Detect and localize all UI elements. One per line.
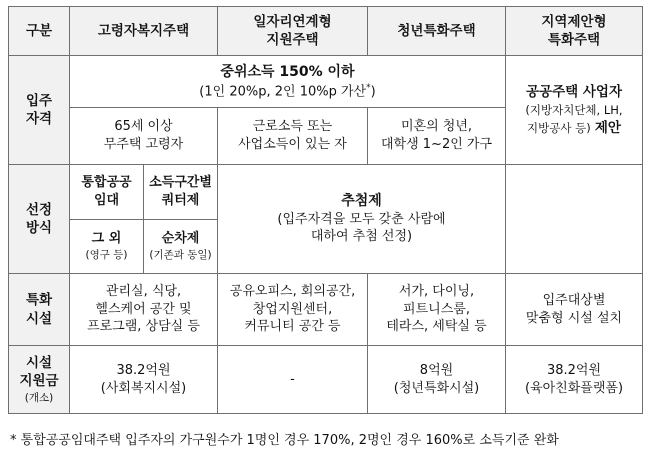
facilities-job: 공유오피스, 회의공간, 창업지원센터, 커뮤니티 공간 등 [218, 274, 368, 346]
selection-lottery: 추첨제 (입주자격을 모두 갖춘 사람에 대하여 추첨 선정) [218, 165, 506, 274]
selection-regional-empty [506, 165, 643, 274]
header-category: 구분 [9, 7, 70, 56]
regional-proposer-cell: 공공주택 사업자 (지방자치단체, LH, 지방공사 등) 제안 [506, 56, 643, 165]
eligibility-elderly: 65세 이상 무주택 고령자 [70, 108, 218, 165]
facilities-label: 특화 시설 [9, 274, 70, 346]
eligibility-youth: 미혼의 청년, 대학생 1~2인 가구 [368, 108, 506, 165]
eligibility-job: 근로소득 또는 사업소득이 있는 자 [218, 108, 368, 165]
facilities-elderly: 관리실, 식당, 헬스케어 공간 및 프로그램, 상담실 등 [70, 274, 218, 346]
eligibility-label: 입주 자격 [9, 56, 70, 165]
funding-label: 시설 지원금 (개소) [9, 346, 70, 414]
facilities-row [9, 274, 643, 346]
housing-comparison-table [8, 6, 643, 414]
eligibility-common-row [9, 56, 643, 108]
selection-integrated: 통합공공 임대 [70, 165, 144, 219]
funding-regional: 38.2억원 (육아친화플랫폼) [506, 346, 643, 414]
funding-elderly: 38.2억원 (사회복지시설) [70, 346, 218, 414]
header-youth-housing: 청년특화주택 [368, 7, 506, 56]
footnote: * 통합공공임대주택 입주자의 가구원수가 1명인 경우 170%, 2명인 경우 160%로 소득기준 완화 [10, 433, 559, 448]
selection-row [9, 165, 643, 274]
selection-other: 그 외 (영구 등) [85, 231, 128, 261]
selection-sequential: 순차제 (기존과 동일) [144, 219, 218, 273]
header-elderly-housing: 고령자복지주택 [70, 7, 218, 56]
facilities-youth: 서가, 다이닝, 피트니스룸, 테라스, 세탁실 등 [368, 274, 506, 346]
header-job-linked-housing: 일자리연계형 지원주택 [218, 7, 368, 56]
selection-label: 선정 방식 [9, 165, 70, 274]
header-regional-housing: 지역제안형 특화주택 [506, 7, 643, 56]
eligibility-common: 중위소득 150% 이하 (1인 20%p, 2인 10%p 가산*) [70, 56, 506, 108]
selection-split-cell [70, 165, 218, 274]
header-row [9, 7, 643, 56]
selection-income-quota: 소득구간별 쿼터제 [144, 165, 218, 219]
funding-youth: 8억원 (청년특화시설) [368, 346, 506, 414]
funding-job: - [218, 346, 368, 414]
funding-row [9, 346, 643, 414]
facilities-regional: 입주대상별 맞춤형 시설 설치 [506, 274, 643, 346]
